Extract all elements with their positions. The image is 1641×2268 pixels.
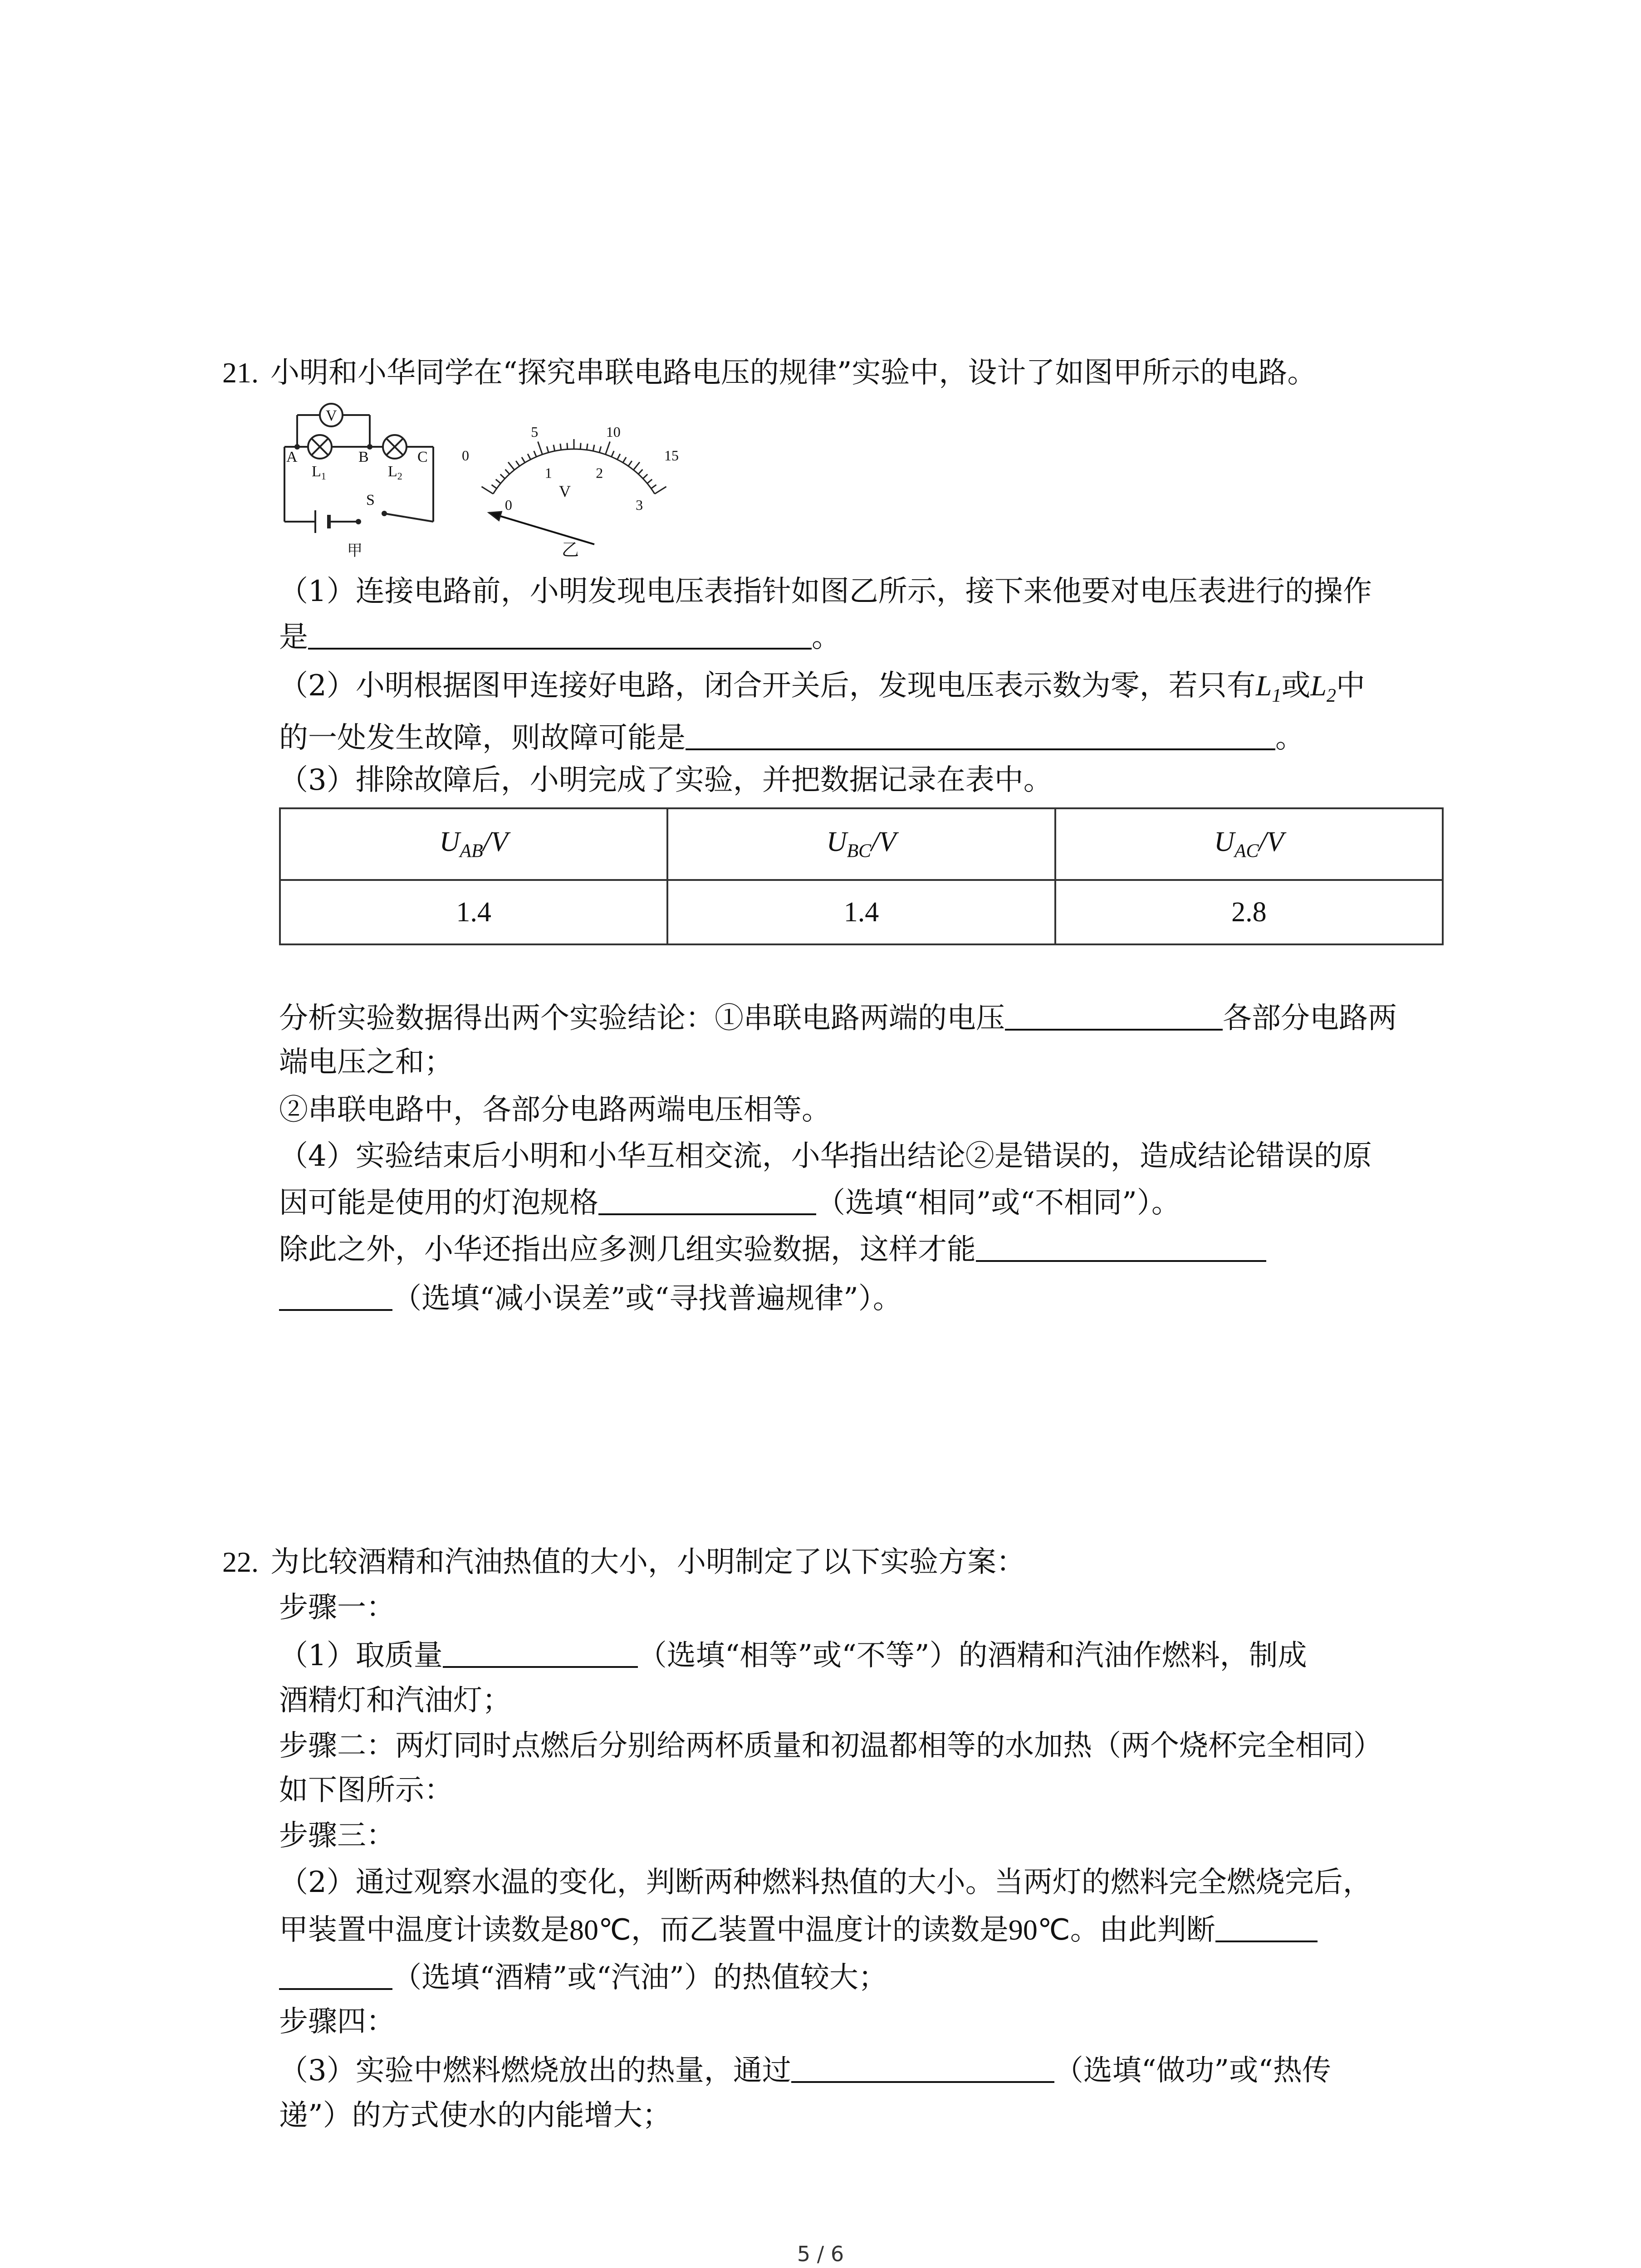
- dial-outer-label: 5: [531, 423, 539, 440]
- q21-stem: [222, 356, 1317, 390]
- table-header-row: [280, 808, 1443, 880]
- q22-part2-fuel-blank-a[interactable]: [1215, 1914, 1318, 1942]
- dial-inner-label: 2: [596, 464, 603, 481]
- q22-part3-text: （3）实验中燃料燃烧放出的热量，通过: [279, 2054, 791, 2087]
- q21-analysis-answer-blank[interactable]: [1005, 1002, 1223, 1031]
- dial-inner-label: 0: [505, 496, 512, 513]
- q22-part2-line3: [279, 1962, 887, 1992]
- q21-part4-bulb-blank[interactable]: [598, 1187, 816, 1215]
- q22-stem-text: 为比较酒精和汽油热值的大小，小明制定了以下实验方案：: [270, 1545, 1025, 1579]
- circuit-switch-label: S: [366, 492, 375, 508]
- q21-part1-line2: [279, 621, 841, 652]
- q21-part1-answer-blank[interactable]: [308, 621, 812, 650]
- dial-tick: [587, 444, 588, 450]
- q21-part2-mid: 中: [1336, 669, 1365, 703]
- q22-part2-fuel-blank-b[interactable]: [279, 1962, 392, 1990]
- q22-step2-line1: 步骤二：两灯同时点燃后分别给两杯质量和初温都相等的水加热（两个烧杯完全相同）: [279, 1729, 1382, 1763]
- dial-tick: [505, 469, 509, 474]
- q22-part1-line2: 酒精灯和汽油灯；: [279, 1684, 511, 1717]
- q22-part2-text-c: 。由此判断: [1070, 1913, 1215, 1947]
- q21-part4-hint: （选填“相同”或“不相同”）。: [816, 1186, 1181, 1220]
- dial-inner-label: 3: [636, 496, 643, 513]
- q22-part2-line1: （2）通过观察水温的变化，判断两种燃料热值的大小。当两灯的燃料完全燃烧完后，: [279, 1866, 1372, 1899]
- q21-part2-l1: $L_1$: [1255, 670, 1282, 706]
- q22-step1: 步骤一：: [279, 1591, 395, 1624]
- q22-part1-mass-blank[interactable]: [443, 1640, 638, 1668]
- dial-arc: [493, 449, 655, 494]
- q21-conclusion2: ②串联电路中，各部分电路两端电压相等。: [279, 1093, 831, 1127]
- dial-tick: [593, 445, 594, 451]
- dial-outer-label: 0: [462, 447, 469, 464]
- q21-part4-purpose-blank-a[interactable]: [976, 1234, 1266, 1262]
- q21-part1-end: 。: [812, 621, 841, 654]
- q22-part1-hint: （选填“相等”或“不等”）的酒精和汽油作燃料，制成: [637, 1639, 1307, 1672]
- dial-tick: [628, 461, 632, 466]
- voltmeter-dial: [458, 395, 694, 562]
- dial-tick: [560, 444, 561, 450]
- dial-tick: [538, 442, 543, 455]
- dial-tick: [554, 445, 555, 451]
- q22-part1-line1: [279, 1640, 1307, 1670]
- q21-part4-purpose-hint: （选填“减小误差”或“寻找普遍规律”）。: [392, 1282, 902, 1315]
- q21-part4-text: 因可能是使用的灯泡规格: [279, 1186, 598, 1220]
- q22-part2-temp-jia: 80℃: [569, 1914, 631, 1946]
- q21-part4-line4: [279, 1283, 902, 1313]
- voltage-data-table: [279, 807, 1444, 945]
- q21-part2-answer-blank[interactable]: [686, 722, 1275, 750]
- dial-tick: [643, 474, 647, 479]
- dial-tick: [491, 485, 496, 489]
- circuit-diagram: [279, 395, 456, 562]
- dial-outer-label: 15: [664, 447, 679, 464]
- dial-tick: [522, 457, 525, 463]
- dial-tick: [528, 454, 530, 459]
- table-row: [280, 880, 1443, 944]
- dial-tick: [508, 462, 514, 470]
- circuit-label-c: C: [417, 449, 428, 465]
- q22-part3-hint: （选填“做功”或“热传: [1054, 2054, 1331, 2087]
- q21-part2-line2: [279, 722, 1304, 753]
- q22-part1-text: （1）取质量: [279, 1639, 443, 1672]
- q21-part3-text: （3）排除故障后，小明完成了实验，并把数据记录在表中。: [279, 763, 1053, 797]
- q22-part3-line2: 递”）的方式使水的内能增大；: [279, 2099, 671, 2132]
- dial-tick: [481, 487, 493, 494]
- q21-number: 21.: [222, 357, 259, 389]
- q22-stem: [222, 1545, 1025, 1579]
- circuit-caption: 甲: [347, 543, 362, 559]
- table-header-uab: $U_{AB}/V$: [280, 808, 667, 880]
- dial-tick: [612, 451, 614, 457]
- q21-part2-line1: [279, 671, 1365, 705]
- dial-tick: [580, 443, 581, 450]
- dial-tick: [651, 485, 656, 489]
- q22-part2-text-b: ，而乙装置中温度计的读数是: [631, 1913, 1009, 1947]
- q21-analysis-line2: 端电压之和；: [279, 1046, 453, 1079]
- dial-needle-head: [489, 512, 502, 520]
- q22-part2-line2: [279, 1914, 1318, 1945]
- dial-tick: [633, 462, 640, 470]
- q21-part4-line3: [279, 1234, 1266, 1264]
- q21-part1-line1: （1）连接电路前，小明发现电压表指针如图乙所示，接下来他要对电压表进行的操作: [279, 575, 1372, 608]
- q21-part2-end: 。: [1275, 721, 1304, 755]
- circuit-meter-label: V: [326, 407, 337, 424]
- dial-caption: 乙: [562, 541, 579, 560]
- dial-tick: [500, 474, 505, 479]
- q22-step2-line2: 如下图所示：: [279, 1774, 453, 1807]
- dial-needle: [489, 513, 594, 544]
- dial-tick: [599, 446, 601, 452]
- table-cell-uab: 1.4: [280, 880, 667, 944]
- dial-tick: [647, 479, 652, 484]
- q21-part2-text: （2）小明根据图甲连接好电路，闭合开关后，发现电压表示数为零，若只有: [279, 669, 1256, 703]
- q21-part4-more-text: 除此之外，小华还指出应多测几组实验数据，这样才能: [279, 1233, 976, 1266]
- circuit-lamp2-label: $L_2$: [388, 463, 402, 482]
- q22-part2-hint: （选填“酒精”或“汽油”）的热值较大；: [392, 1961, 887, 1994]
- circuit-label-a: A: [286, 449, 298, 465]
- dial-tick: [638, 469, 642, 474]
- q21-part2-l2: $L_2$: [1310, 670, 1336, 706]
- q21-part2-or: 或: [1281, 669, 1311, 703]
- q22-part3-method-blank[interactable]: [791, 2055, 1054, 2083]
- page-number: 5 / 6: [797, 2242, 844, 2266]
- q21-part4-line1: （4）实验结束后小明和小华互相交流，小华指出结论②是错误的，造成结论错误的原: [279, 1139, 1372, 1173]
- dial-tick: [516, 461, 519, 466]
- dial-tick: [534, 451, 537, 457]
- table-header-ubc: $U_{BC}/V$: [667, 808, 1055, 880]
- q22-part2-text-a: 甲装置中温度计读数是: [279, 1913, 569, 1947]
- dial-tick: [655, 487, 666, 494]
- circuit-lamp1-label: $L_1$: [312, 463, 326, 482]
- dial-tick: [606, 442, 610, 455]
- q22-step3: 步骤三：: [279, 1819, 395, 1853]
- table-cell-ubc: 1.4: [667, 880, 1055, 944]
- q21-part4-purpose-blank-b[interactable]: [279, 1283, 392, 1311]
- q21-part4-line2: [279, 1186, 1181, 1220]
- table-header-uac: $U_{AC}/V$: [1055, 808, 1443, 880]
- q21-stem-text: 小明和小华同学在“探究串联电路电压的规律”实验中，设计了如图甲所示的电路。: [270, 356, 1317, 390]
- q21-part1-prefix: 是: [279, 621, 308, 654]
- circuit-label-b: B: [358, 449, 369, 465]
- table-cell-uac: 2.8: [1055, 880, 1443, 944]
- dial-tick: [623, 457, 626, 463]
- q22-part2-temp-yi: 90℃: [1008, 1914, 1070, 1946]
- dial-inner-label: 1: [544, 464, 552, 481]
- q21-analysis-text: 分析实验数据得出两个实验结论：①串联电路两端的电压: [279, 1002, 1005, 1035]
- q22-step4: 步骤四：: [279, 2005, 395, 2038]
- dial-tick: [496, 479, 501, 484]
- dial-tick: [547, 446, 549, 452]
- dial-tick: [617, 454, 620, 459]
- dial-tick: [567, 443, 568, 450]
- dial-outer-label: 10: [606, 423, 621, 440]
- q22-part3-line1: [279, 2055, 1331, 2085]
- q21-part2-prefix: 的一处发生故障，则故障可能是: [279, 721, 686, 755]
- q22-number: 22.: [222, 1546, 259, 1578]
- q21-analysis-tail: 各部分电路两: [1223, 1002, 1397, 1035]
- dial-unit: V: [559, 482, 571, 500]
- q21-analysis-line1: [279, 1002, 1397, 1033]
